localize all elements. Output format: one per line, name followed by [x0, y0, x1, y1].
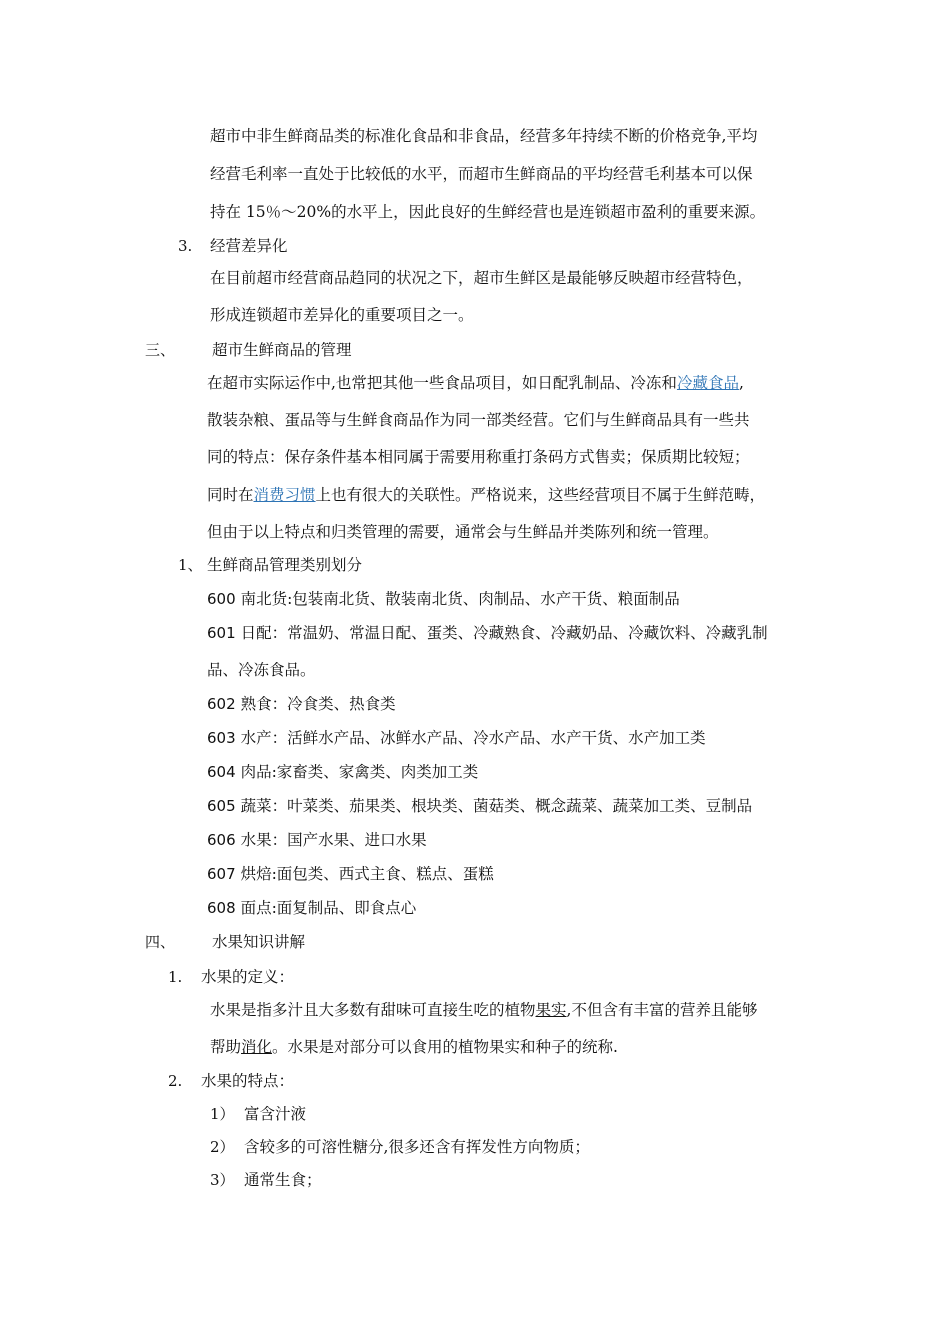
- category-text: 肉品:家畜类、家禽类、肉类加工类: [240, 763, 479, 781]
- paragraph-line: 但由于以上特点和归类管理的需要，通常会与生鲜品并类陈列和统一管理。: [207, 523, 719, 541]
- category-text: 品、冷冻食品。: [207, 661, 316, 679]
- list-heading: 经营差异化: [210, 237, 288, 255]
- text-span: 上也有很大的关联性。严格说来，这些经营项目不属于生鲜范畴，: [315, 486, 766, 504]
- paragraph-line: 形成连锁超市差异化的重要项目之一。: [210, 306, 474, 324]
- category-line: [207, 623, 768, 643]
- paragraph-line: [207, 373, 744, 393]
- list-item: 通常生食；: [244, 1171, 322, 1189]
- category-code: 604: [207, 763, 236, 781]
- category-text: 蔬菜：叶菜类、茄果类、根块类、菌菇类、概念蔬菜、蔬菜加工类、豆制品: [240, 797, 753, 815]
- paragraph-line: [207, 485, 765, 505]
- text-span: ,: [738, 374, 744, 392]
- paragraph-line: 同的特点：保存条件基本相同属于需要用称重打条码方式售卖；保质期比较短；: [207, 448, 750, 466]
- category-code: 601: [207, 624, 236, 642]
- paragraph-line: 经营毛利率一直处于比较低的水平，而超市生鲜商品的平均经营毛利基本可以保: [210, 165, 753, 183]
- category-text: 烘焙:面包类、西式主食、糕点、蛋糕: [240, 865, 494, 883]
- category-text: 面点:面复制品、即食点心: [240, 899, 417, 917]
- category-line: [207, 864, 494, 884]
- text-span: ,不但含有丰富的营养且能够: [566, 1001, 758, 1019]
- category-line: [207, 694, 396, 714]
- list-number: 1.: [168, 968, 183, 986]
- category-text: 南北货:包装南北货、散装南北货、肉制品、水产干货、粮面制品: [240, 590, 680, 608]
- category-code: 608: [207, 899, 236, 917]
- list-item: 富含汁液: [244, 1105, 307, 1123]
- text-span: 在超市实际运作中,也常把其他一些食品项目，如日配乳制品、冷冻和: [207, 374, 677, 392]
- section-heading: 超市生鲜商品的管理: [212, 341, 352, 359]
- underlined-term: 消化: [241, 1038, 273, 1056]
- category-code: 602: [207, 695, 236, 713]
- paragraph-line: [210, 1037, 618, 1057]
- category-line: [207, 762, 478, 782]
- category-text: 水产：活鲜水产品、冰鲜水产品、冷水产品、水产干货、水产加工类: [240, 729, 706, 747]
- category-line: [207, 898, 416, 918]
- list-number: 3.: [178, 237, 193, 255]
- text-span: 水果是指多汁且大多数有甜味可直接生吃的植物: [210, 1001, 536, 1019]
- section-number: 三、: [145, 341, 176, 359]
- paragraph-line: [210, 1000, 757, 1020]
- section-heading: 水果知识讲解: [212, 933, 306, 951]
- category-code: 600: [207, 590, 236, 608]
- link-cold-storage-food[interactable]: 冷藏食品: [676, 374, 739, 392]
- list-heading: 生鲜商品管理类别划分: [207, 556, 363, 574]
- category-text: 日配：常温奶、常温日配、蛋类、冷藏熟食、冷藏奶品、冷藏饮料、冷藏乳制: [240, 624, 768, 642]
- list-heading: 水果的定义：: [201, 968, 295, 986]
- list-item: 含较多的可溶性糖分,很多还含有挥发性方向物质；: [244, 1138, 590, 1156]
- category-text: 水果：国产水果、进口水果: [240, 831, 427, 849]
- link-consumption-habits[interactable]: 消费习惯: [253, 486, 316, 504]
- paragraph-line: 散装杂粮、蛋品等与生鲜食商品作为同一部类经营。它们与生鲜商品具有一些共: [207, 411, 750, 429]
- list-heading: 水果的特点：: [201, 1072, 295, 1090]
- paragraph-line: 持在 15％～20%的水平上，因此良好的生鲜经营也是连锁超市盈利的重要来源。: [210, 203, 766, 221]
- section-number: 四、: [145, 933, 176, 951]
- list-number: 2.: [168, 1072, 183, 1090]
- category-text: 熟食：冷食类、热食类: [240, 695, 396, 713]
- list-number: 1）: [210, 1105, 235, 1123]
- category-line: [207, 660, 316, 680]
- category-code: 603: [207, 729, 236, 747]
- category-line: [207, 796, 752, 816]
- list-number: 3）: [210, 1171, 235, 1189]
- category-line: [207, 589, 680, 609]
- category-line: [207, 830, 427, 850]
- text-span: 。水果是对部分可以食用的植物果实和种子的统称.: [272, 1038, 618, 1056]
- category-code: 605: [207, 797, 236, 815]
- list-number: 2）: [210, 1138, 235, 1156]
- category-code: 606: [207, 831, 236, 849]
- paragraph-line: 超市中非生鲜商品类的标准化食品和非食品，经营多年持续不断的价格竞争,平均: [210, 127, 758, 145]
- list-number: 1、: [178, 556, 203, 574]
- text-span: 帮助: [210, 1038, 242, 1056]
- category-line: [207, 728, 706, 748]
- text-span: 同时在: [207, 486, 254, 504]
- category-code: 607: [207, 865, 236, 883]
- paragraph-line: 在目前超市经营商品趋同的状况之下，超市生鲜区是最能够反映超市经营特色，: [210, 269, 753, 287]
- underlined-term: 果实: [535, 1001, 567, 1019]
